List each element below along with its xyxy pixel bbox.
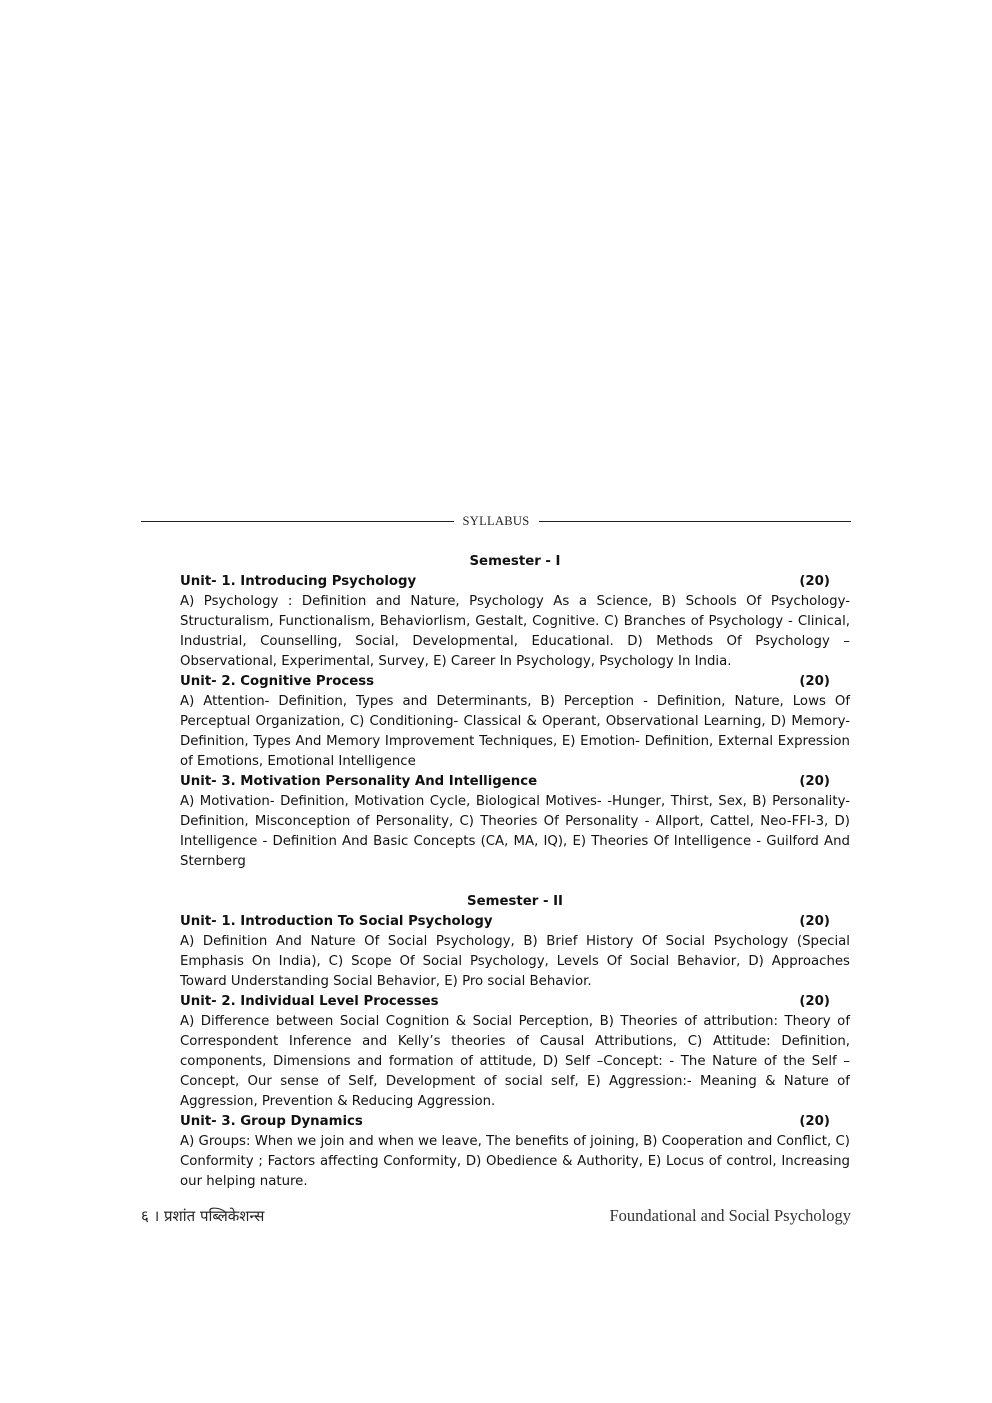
- unit-marks: (20): [799, 1114, 830, 1129]
- unit-marks: (20): [799, 574, 830, 589]
- unit-description: A) Definition And Nature Of Social Psychology, B) Brief History Of Social Psychology (Special Emphasis On India), C) Scope Of Social Psychology, Levels Of Social Behavior, D) Approaches Toward Understanding Social Behavior, E) Pro social Behavior.: [180, 934, 850, 989]
- syllabus-content: [180, 552, 850, 1192]
- unit-description: A) Groups: When we join and when we leave, The benefits of joining, B) Cooperation and Conflict, C) Conformity ; Factors affecting Conformity, D) Obedience & Authority, E) Locus of control, Increasing our helping nature.: [180, 1134, 850, 1189]
- unit-heading: [180, 772, 850, 792]
- unit-description: A) Motivation- Definition, Motivation Cycle, Biological Motives- -Hunger, Thirst, Sex, B) Personality- Definition, Misconception of Personality, C) Theories Of Personality - Allport, Cattel, Neo-FFI-3, D) Intelligence - Definition And Basic Concepts (CA, MA, IQ), E) Theories Of Intelligence - Guilford And Sternberg: [180, 794, 850, 869]
- unit-title: Unit- 3. Motivation Personality And Intelligence: [180, 774, 538, 789]
- unit-description: A) Attention- Definition, Types and Determinants, B) Perception - Definition, Nature, Lows Of Perceptual Organization, C) Conditioning- Classical & Operant, Observational Learning, D) Memory- Definition, Types And Memory Improvement Techniques, E) Emotion- Definition, External Expression of Emotions, Emotional Intelligence: [180, 694, 850, 769]
- unit-description: A) Psychology : Definition and Nature, Psychology As a Science, B) Schools Of Psychology- Structuralism, Functionalism, Behaviorlism, Gestalt, Cognitive. C) Branches of Psychology - Clinical, Industrial, Counselling, Social, Developmental, Educational. D) Methods Of Psychology – Observational, Experimental, Survey, E) Career In Psychology, Psychology In India.: [180, 594, 850, 669]
- syllabus-header: [141, 512, 851, 530]
- semester-title: Semester - I: [469, 554, 561, 569]
- unit-title: Unit- 1. Introducing Psychology: [180, 574, 417, 589]
- unit-marks: (20): [799, 774, 830, 789]
- section-gap: [180, 872, 850, 892]
- footer-page-publisher: ६ । प्रशांत पब्लिकेशन्स: [141, 1207, 265, 1225]
- unit-title: Unit- 1. Introduction To Social Psychology: [180, 914, 493, 929]
- unit-heading: [180, 572, 850, 592]
- unit-marks: (20): [799, 994, 830, 1009]
- header-rule-right: [539, 521, 852, 522]
- unit-marks: (20): [799, 674, 830, 689]
- unit-title: Unit- 2. Cognitive Process: [180, 674, 375, 689]
- unit-heading: [180, 912, 850, 932]
- unit-marks: (20): [799, 914, 830, 929]
- unit-heading: [180, 992, 850, 1012]
- unit-title: Unit- 3. Group Dynamics: [180, 1114, 363, 1129]
- unit-heading: [180, 1112, 850, 1132]
- header-rule-left: [141, 521, 454, 522]
- unit-heading: [180, 672, 850, 692]
- semester-title: Semester - II: [467, 894, 563, 909]
- header-title: SYLLABUS: [462, 513, 530, 528]
- unit-title: Unit- 2. Individual Level Processes: [180, 994, 439, 1009]
- unit-description: A) Difference between Social Cognition & Social Perception, B) Theories of attribution: Theory of Correspondent Inference and Kelly’s theories of Causal Attributions, C) Attitude: Definition, components, Dimensions and formation of attitude, D) Self –Concept: - The Nature of the Self – Concept, Our sense of Self, Development of social self, E) Aggression:- Meaning & Nature of Aggression, Prevention & Reducing Aggression.: [180, 1014, 850, 1109]
- footer-book-title: Foundational and Social Psychology: [609, 1206, 851, 1225]
